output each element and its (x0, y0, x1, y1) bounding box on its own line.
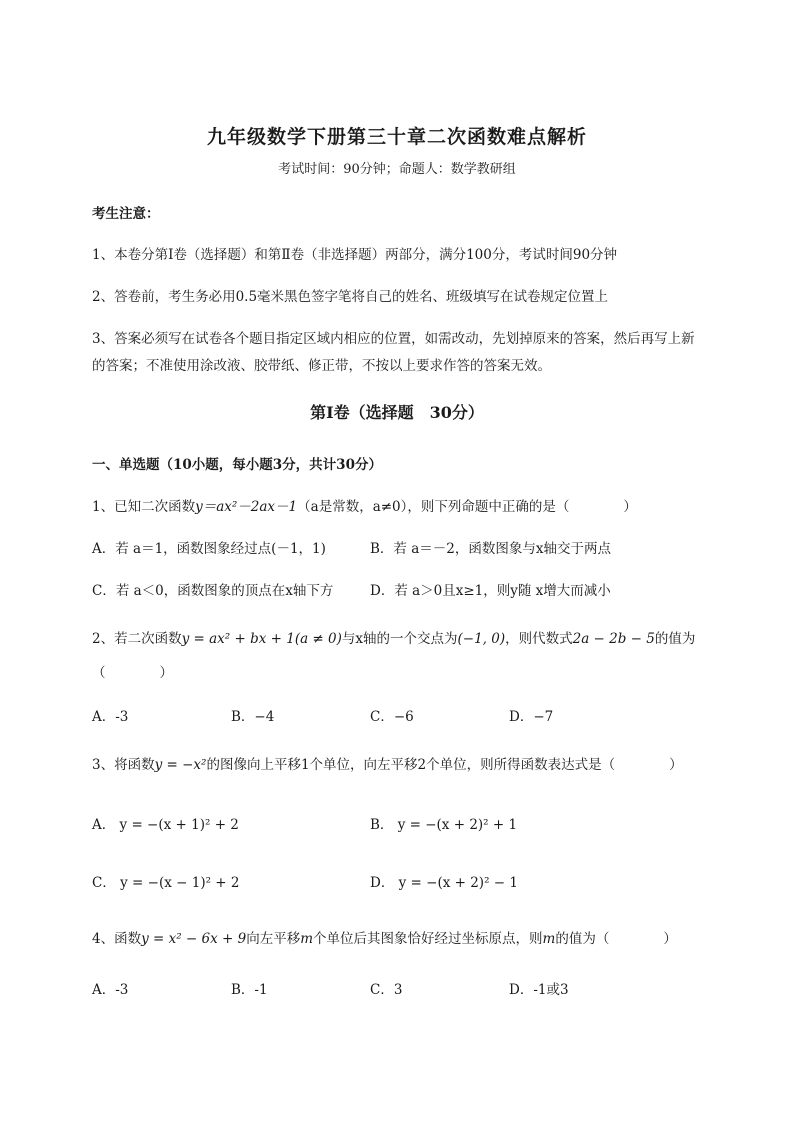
q3-option-b[interactable]: B． y = −(x + 2)² + 1 (370, 817, 518, 833)
q3-formula: y = −x² (154, 757, 207, 773)
q1-option-a[interactable]: A．若 a＝1，函数图象经过点(－1，1) (92, 541, 326, 557)
q4-stem-b: 向左平移 (246, 931, 301, 947)
q4-stem-d: 的值为（ ） (555, 931, 677, 947)
q3-option-a[interactable]: A． y = −(x + 1)² + 2 (92, 817, 239, 833)
notice-item-1: 1、本卷分第I卷（选择题）和第Ⅱ卷（非选择题）两部分，满分100分，考试时间90分钟 (92, 247, 618, 263)
q2-option-d[interactable]: D．−7 (509, 709, 554, 725)
q4-variable-m-2: m (542, 931, 556, 947)
q4-option-d[interactable]: D．-1或3 (509, 982, 569, 998)
exam-info: 考试时间：90分钟；命题人：数学教研组 (278, 162, 516, 177)
q4-option-a[interactable]: A．-3 (92, 982, 129, 998)
q3-stem-a: 3、将函数 (92, 757, 155, 773)
question-2-stem (92, 627, 695, 647)
q1-stem-a: 1、已知二次函数 (92, 499, 196, 515)
q2-stem-c: ，则代数式 (505, 631, 573, 647)
q2-point: (−1, 0) (457, 631, 506, 647)
q3-option-d[interactable]: D． y = −(x + 2)² − 1 (370, 875, 518, 891)
q2-option-a[interactable]: A．-3 (92, 709, 129, 725)
q4-option-b[interactable]: B．-1 (231, 982, 268, 998)
q2-stem-d: 的值为 (654, 631, 696, 647)
q4-stem-c: 个单位后其图象恰好经过坐标原点，则 (313, 931, 543, 947)
notice-item-3-cont: 的答案；不准使用涂改液、胶带纸、修正带，不按以上要求作答的答案无效。 (92, 358, 551, 374)
q1-option-d[interactable]: D．若 a＞0且x≥1，则y随 x增大而减小 (370, 583, 611, 599)
q4-option-c[interactable]: C．3 (370, 982, 403, 998)
q3-stem-b: 的图像向上平移1个单位，向左平移2个单位，则所得函数表达式是（ ） (206, 757, 683, 773)
q1-formula: y＝ax²－2ax－1 (195, 499, 298, 515)
q4-stem-a: 4、函数 (92, 931, 142, 947)
section-title: 第I卷（选择题 30分） (310, 403, 484, 422)
notice-item-2: 2、答卷前，考生务必用0.5毫米黑色签字笔将自己的姓名、班级填写在试卷规定位置上 (92, 289, 609, 305)
q2-option-b[interactable]: B．−4 (231, 709, 275, 725)
question-1-stem (92, 495, 637, 515)
q1-option-c[interactable]: C．若 a＜0，函数图象的顶点在x轴下方 (92, 583, 334, 599)
q4-variable-m: m (300, 931, 314, 947)
page-title: 九年级数学下册第三十章二次函数难点解析 (206, 126, 587, 148)
notice-item-3: 3、答案必须写在试卷各个题目指定区域内相应的位置，如需改动，先划掉原来的答案，然后再写上新 (92, 331, 695, 347)
q4-formula: y = x² − 6x + 9 (141, 931, 247, 947)
q2-option-c[interactable]: C．−6 (370, 709, 414, 725)
q2-expression: 2a − 2b − 5 (572, 631, 655, 647)
notice-heading: 考生注意： (92, 206, 160, 222)
q1-option-b[interactable]: B．若 a＝－2，函数图象与x轴交于两点 (370, 541, 611, 557)
q2-stem-b: 与x轴的一个交点为 (341, 631, 458, 647)
q1-stem-b: （a是常数，a≠0），则下列命题中正确的是（ ） (297, 499, 637, 515)
question-3-stem (92, 753, 683, 773)
part-heading: 一、单选题（10小题，每小题3分，共计30分） (92, 457, 382, 473)
q2-stem-a: 2、若二次函数 (92, 631, 182, 647)
q2-formula: y = ax² + bx + 1(a ≠ 0) (181, 631, 342, 647)
q2-answer-blank: （ ） (92, 665, 173, 681)
q3-option-c[interactable]: C． y = −(x − 1)² + 2 (92, 875, 240, 891)
question-4-stem (92, 927, 677, 947)
